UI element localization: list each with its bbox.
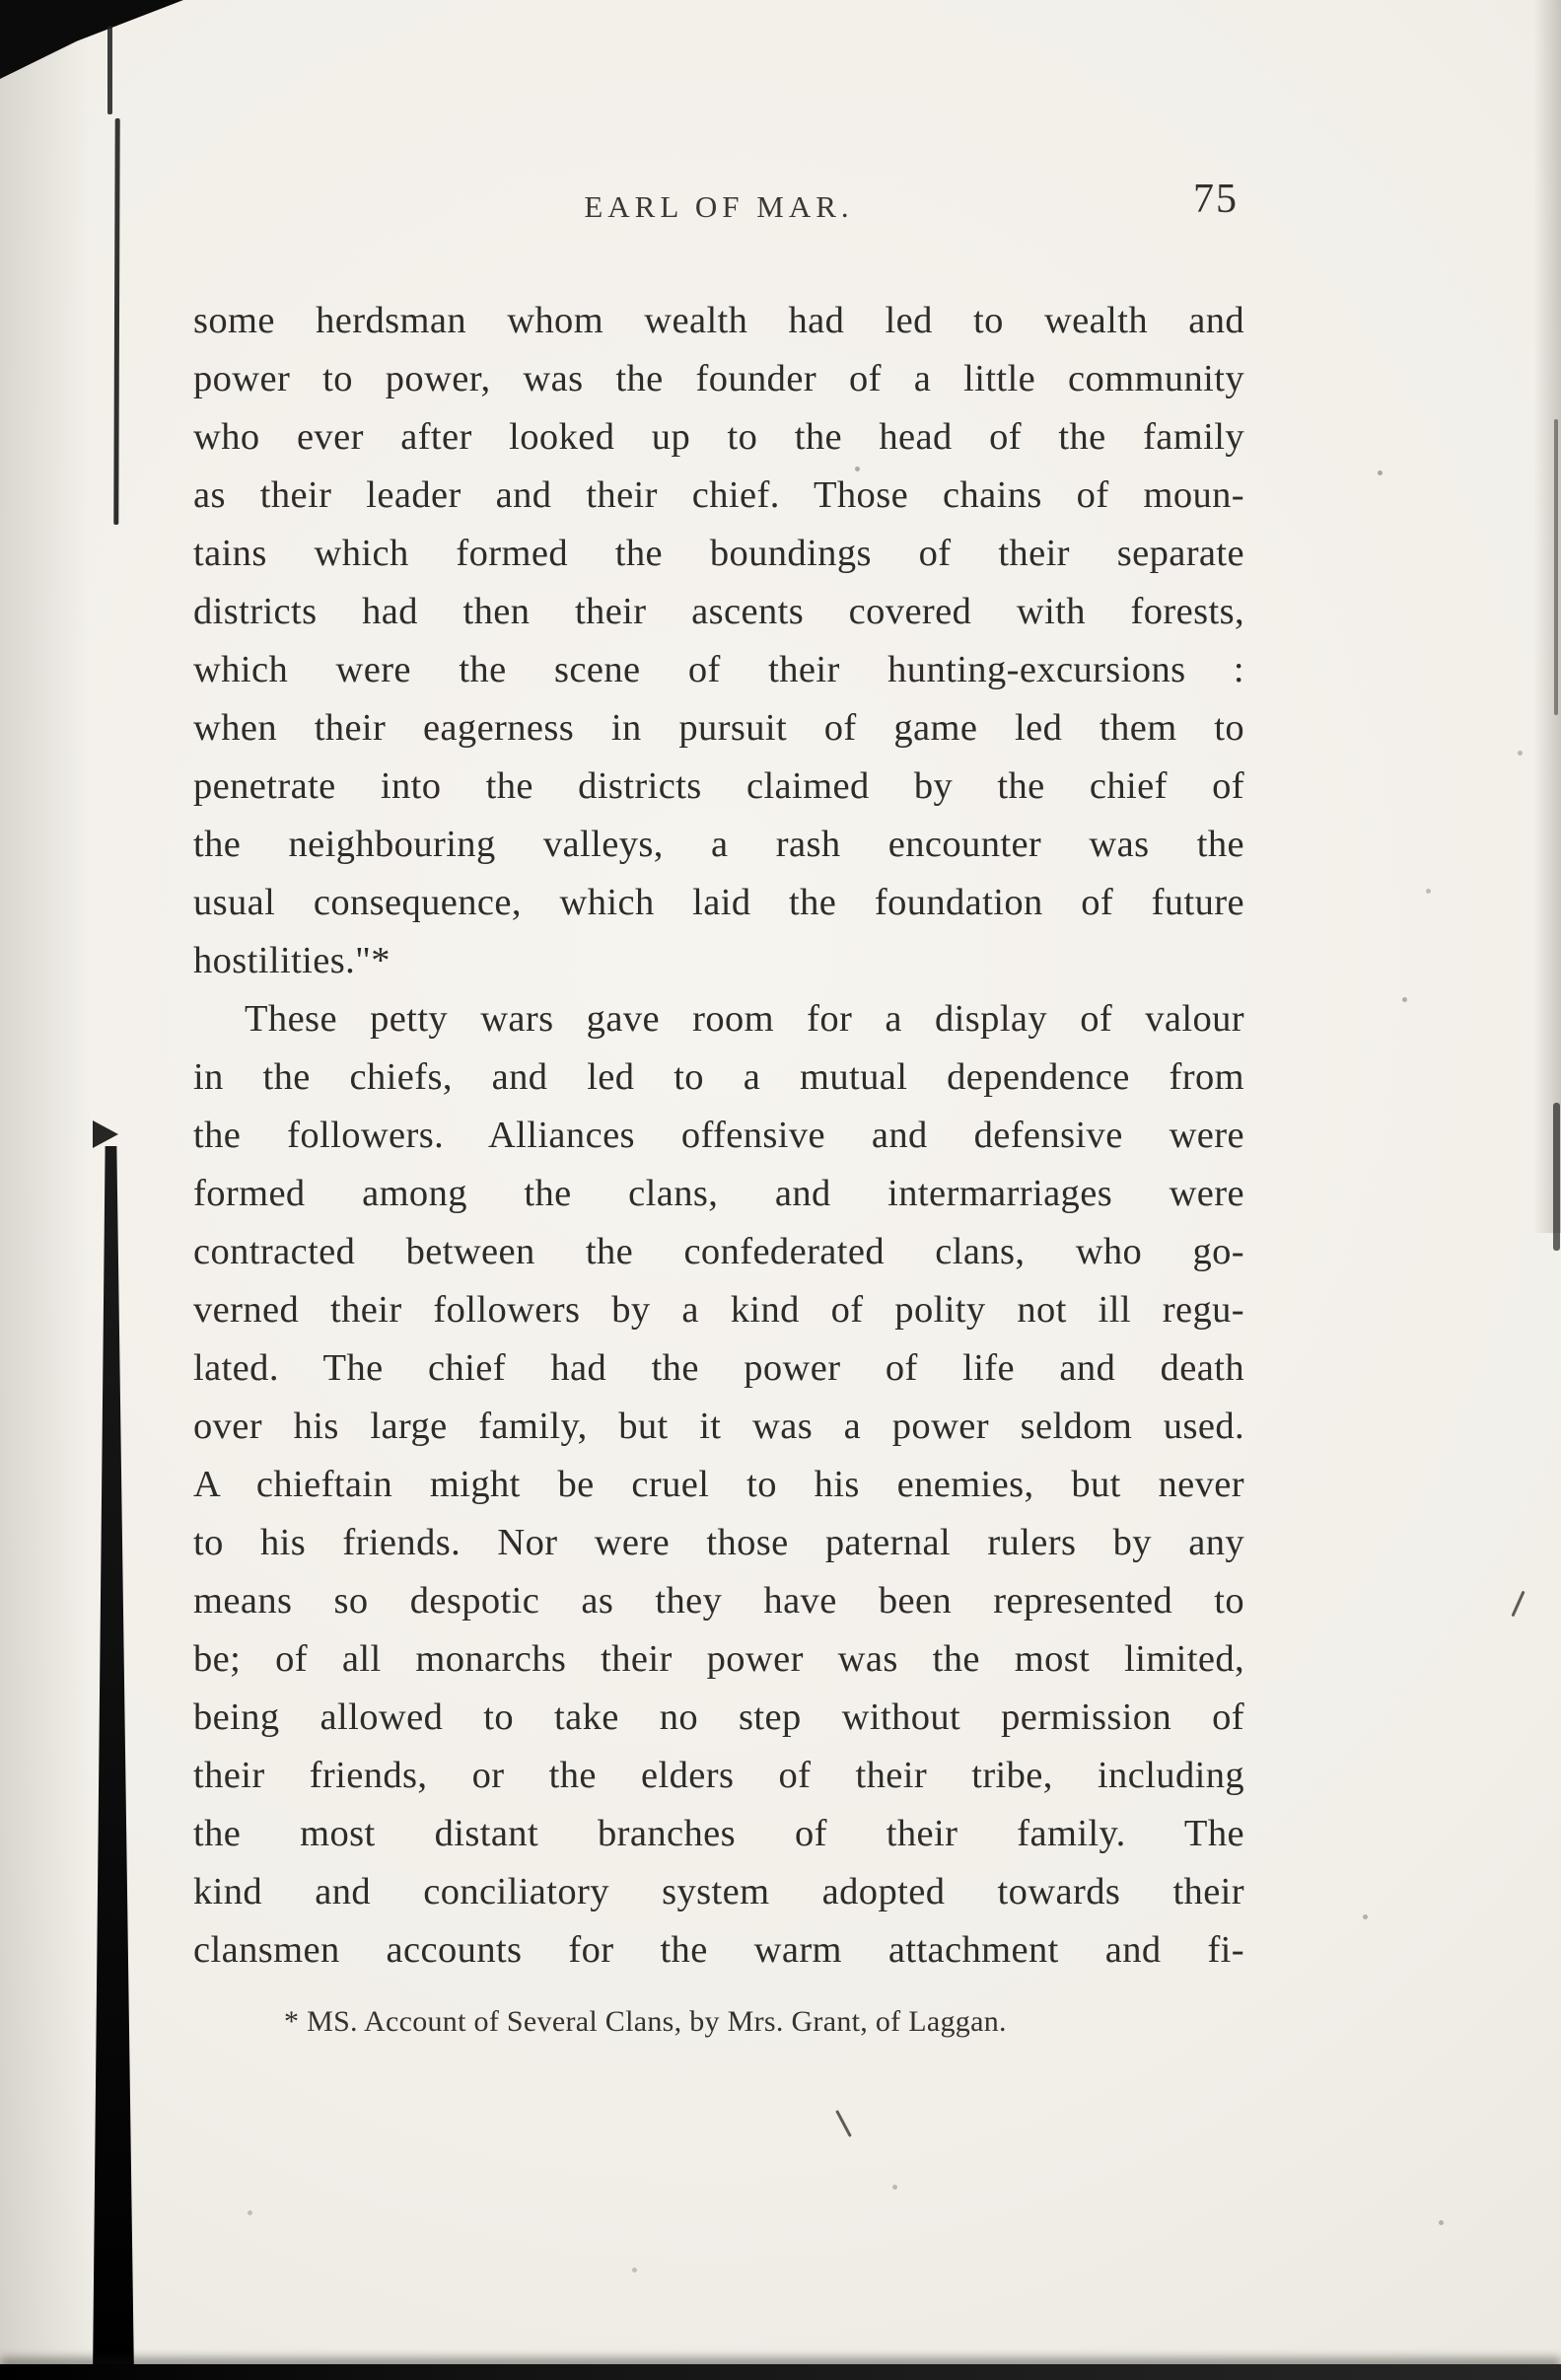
footnote: * MS. Account of Several Clans, by Mrs. Grant, of Laggan. <box>284 2005 1007 2038</box>
text-line: These petty wars gave room for a display of valour <box>245 998 1244 1040</box>
running-header: EARL OF MAR. <box>584 189 854 224</box>
text-line: hostilities."* <box>193 940 390 981</box>
text-line: over his large family, but it was a power seldom used. <box>193 1406 1244 1447</box>
text-line: districts had then their ascents covered with forests, <box>193 591 1244 632</box>
text-line: in the chiefs, and led to a mutual dependence from <box>193 1056 1244 1098</box>
text-line: clansmen accounts for the warm attachment and fi- <box>193 1929 1244 1971</box>
text-line: penetrate into the districts claimed by the chief of <box>193 765 1244 807</box>
scan-artifact-left-bar <box>93 1146 134 2380</box>
scan-artifact-top-left <box>0 0 183 79</box>
text-line: being allowed to take no step without permission of <box>193 1696 1244 1738</box>
text-line: be; of all monarchs their power was the most limited, <box>193 1638 1244 1680</box>
text-line: to his friends. Nor were those paternal rulers by any <box>193 1522 1244 1563</box>
scan-artifact-bottom-band <box>0 2364 1561 2380</box>
text-line: which were the scene of their hunting-excursions : <box>193 649 1244 690</box>
scan-artifact-left-line-1 <box>107 26 112 114</box>
page-number: 75 <box>1193 177 1239 222</box>
text-line: means so despotic as they have been represented to <box>193 1580 1244 1622</box>
text-line: formed among the clans, and intermarriages were <box>193 1173 1244 1214</box>
scan-artifact-slash <box>1511 1591 1525 1618</box>
text-line: kind and conciliatory system adopted towards their <box>193 1871 1244 1912</box>
text-line: usual consequence, which laid the foundation of future <box>193 882 1244 923</box>
scan-artifact-left-spur <box>93 1120 118 1148</box>
text-line: their friends, or the elders of their tribe, including <box>193 1755 1244 1796</box>
text-line: when their eagerness in pursuit of game led them to <box>193 707 1244 749</box>
page-header <box>193 177 1244 256</box>
text-line: the most distant branches of their family. The <box>193 1813 1244 1854</box>
left-edge-shading <box>0 0 91 2380</box>
text-line: who ever after looked up to the head of the family <box>193 416 1244 458</box>
text-line: verned their followers by a kind of polity not ill regu- <box>193 1289 1244 1331</box>
text-line: as their leader and their chief. Those chains of moun- <box>193 474 1244 516</box>
text-line: some herdsman whom wealth had led to wealth and <box>193 300 1244 341</box>
scan-artifact-right-line-1 <box>1554 419 1558 715</box>
text-line: contracted between the confederated clans, who go- <box>193 1231 1244 1272</box>
text-block <box>193 177 1244 2039</box>
body-text <box>193 292 1244 1980</box>
text-line: the followers. Alliances offensive and defensive were <box>193 1115 1244 1156</box>
text-line: tains which formed the boundings of their separate <box>193 533 1244 574</box>
scan-artifact-backslash <box>835 2110 852 2137</box>
scan-artifact-left-line-2 <box>113 118 119 525</box>
right-edge-shading <box>1533 0 1561 1233</box>
text-line: lated. The chief had the power of life and death <box>193 1347 1244 1389</box>
scan-artifact-right-line-2 <box>1553 1103 1560 1251</box>
text-line: power to power, was the founder of a little community <box>193 358 1244 399</box>
text-line: the neighbouring valleys, a rash encounter was the <box>193 824 1244 865</box>
text-line: A chieftain might be cruel to his enemies, but never <box>193 1464 1244 1505</box>
scan-artifact-specks <box>0 0 3 3</box>
